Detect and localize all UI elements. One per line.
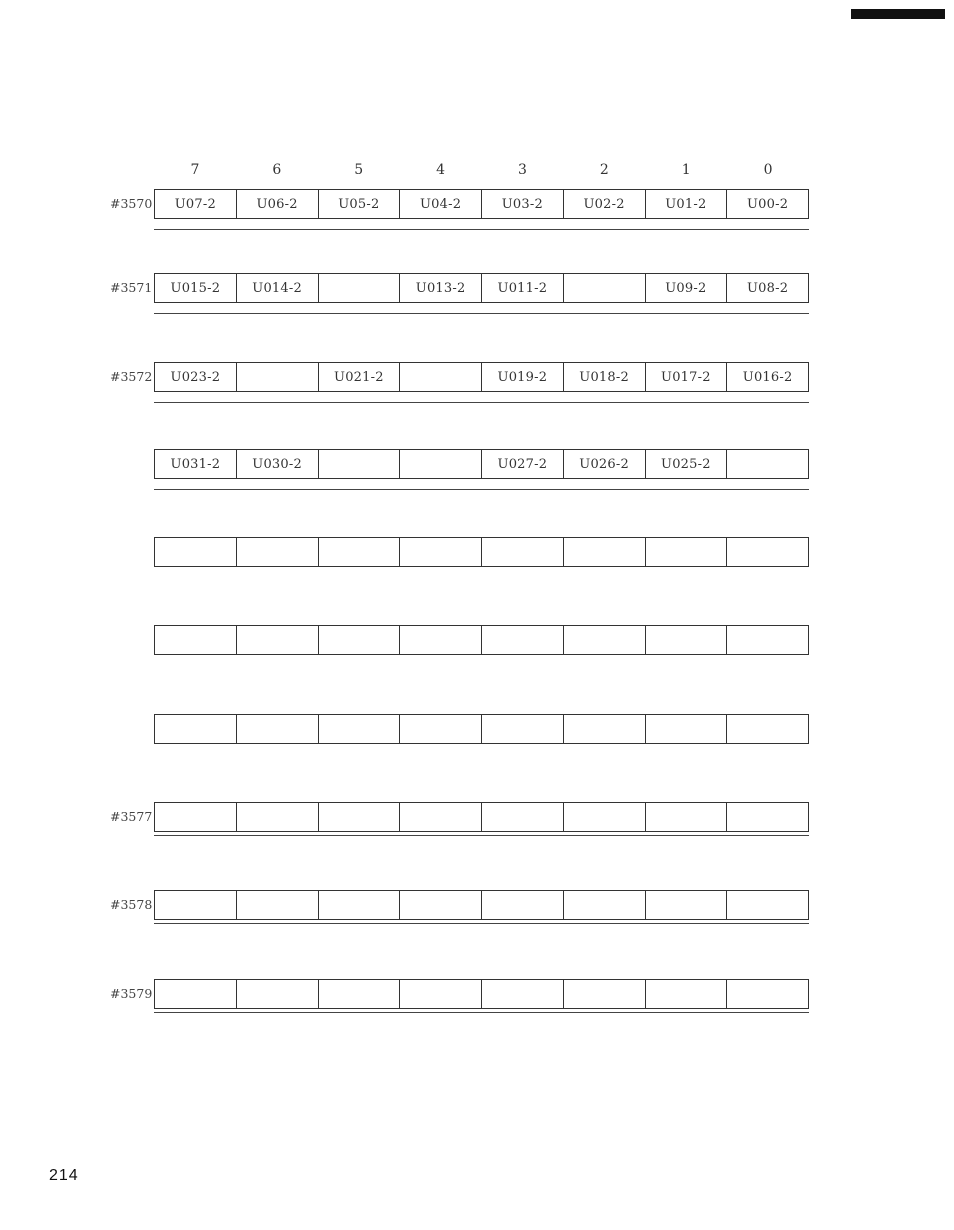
bit-cells — [154, 537, 809, 567]
bit-cell: U019-2 — [482, 363, 564, 391]
bit-cell — [482, 715, 564, 743]
bit-cell — [237, 715, 319, 743]
row-divider — [154, 229, 809, 230]
bit-cell: U015-2 — [155, 274, 237, 302]
bit-cell: U07-2 — [155, 190, 237, 218]
bit-cell: U03-2 — [482, 190, 564, 218]
bit-cell: U017-2 — [646, 363, 728, 391]
bit-cell — [564, 274, 646, 302]
bit-cell: U04-2 — [400, 190, 482, 218]
bit-cell: U06-2 — [237, 190, 319, 218]
row-divider — [154, 402, 809, 403]
bit-cells — [154, 714, 809, 744]
bit-cell — [727, 980, 808, 1008]
parameter-number: #3579 — [110, 986, 153, 1001]
bit-cell — [564, 715, 646, 743]
bit-cell — [564, 803, 646, 831]
bit-cell — [400, 450, 482, 478]
bit-cell: U05-2 — [319, 190, 401, 218]
bit-cell — [319, 274, 401, 302]
bit-cell: U00-2 — [747, 196, 789, 212]
bit-cell — [400, 538, 482, 566]
bit-number: 7 — [190, 162, 200, 178]
bit-cell — [237, 363, 319, 391]
bit-cell — [646, 626, 728, 654]
bit-number: 5 — [354, 162, 364, 178]
bit-cell — [319, 626, 401, 654]
bit-cell: U08-2 — [747, 280, 789, 296]
bit-cell — [319, 803, 401, 831]
page-corner-bar — [851, 9, 945, 19]
bit-cell — [319, 538, 401, 566]
bit-cells — [154, 890, 809, 920]
bit-cell — [482, 891, 564, 919]
bit-cell: U025-2 — [646, 450, 728, 478]
bit-cell — [727, 803, 808, 831]
bit-cell — [319, 980, 401, 1008]
parameter-number: #3578 — [110, 897, 153, 912]
bit-cell — [319, 891, 401, 919]
page-number: 214 — [49, 1167, 79, 1184]
bit-cell — [727, 538, 808, 566]
bit-cell — [646, 980, 728, 1008]
row-divider — [154, 313, 809, 314]
bit-cell: U09-2 — [646, 274, 728, 302]
bit-cell — [564, 538, 646, 566]
bit-cell: U013-2 — [400, 274, 482, 302]
bit-number: 2 — [599, 162, 609, 178]
bit-cell: U031-2 — [155, 450, 237, 478]
bit-cell — [727, 891, 808, 919]
bit-number: 6 — [272, 162, 282, 178]
row-divider — [154, 923, 809, 924]
bit-cell — [727, 715, 808, 743]
bit-cells — [154, 449, 809, 479]
row-divider — [154, 1012, 809, 1013]
bit-cell: U01-2 — [646, 190, 728, 218]
bit-cell — [319, 450, 401, 478]
bit-cell: U023-2 — [155, 363, 237, 391]
bit-cell — [237, 803, 319, 831]
bit-cell — [727, 626, 808, 654]
bit-cell — [400, 715, 482, 743]
bit-cell — [400, 980, 482, 1008]
bit-cell — [482, 980, 564, 1008]
bit-cell — [237, 980, 319, 1008]
bit-cell — [482, 538, 564, 566]
bit-cell — [155, 891, 237, 919]
bit-cell: U016-2 — [742, 369, 793, 385]
bit-cells — [154, 273, 809, 303]
row-divider — [154, 489, 809, 490]
bit-number-header — [154, 162, 809, 184]
row-divider — [154, 835, 809, 836]
bit-cell — [564, 626, 646, 654]
bit-number: 4 — [436, 162, 446, 178]
bit-cell — [237, 626, 319, 654]
bit-cell — [482, 803, 564, 831]
bit-cell — [237, 538, 319, 566]
parameter-number: #3577 — [110, 809, 153, 824]
bit-number: 3 — [517, 162, 527, 178]
bit-cell — [727, 450, 808, 478]
bit-cell — [400, 363, 482, 391]
bit-cell — [564, 980, 646, 1008]
bit-cells — [154, 625, 809, 655]
bit-cell — [155, 626, 237, 654]
bit-cell — [482, 626, 564, 654]
bit-cells — [154, 802, 809, 832]
bit-cell: U014-2 — [237, 274, 319, 302]
parameter-number: #3572 — [110, 369, 153, 384]
bit-cell: U027-2 — [482, 450, 564, 478]
bit-cell — [155, 980, 237, 1008]
bit-cell — [400, 626, 482, 654]
bit-cell: U011-2 — [482, 274, 564, 302]
bit-number: 0 — [763, 162, 773, 178]
bit-cell — [646, 538, 728, 566]
bit-cell — [155, 538, 237, 566]
bit-cell — [564, 891, 646, 919]
bit-cell: U021-2 — [319, 363, 401, 391]
bit-cell: U026-2 — [564, 450, 646, 478]
bit-number: 1 — [681, 162, 691, 178]
bit-cells — [154, 189, 809, 219]
bit-cell — [646, 803, 728, 831]
bit-cell — [155, 803, 237, 831]
bit-cell — [646, 891, 728, 919]
bit-cell — [319, 715, 401, 743]
bit-cell — [237, 891, 319, 919]
bit-cells — [154, 979, 809, 1009]
parameter-number: #3571 — [110, 280, 153, 295]
bit-cell — [155, 715, 237, 743]
bit-cells — [154, 362, 809, 392]
parameter-number: #3570 — [110, 196, 153, 211]
bit-cell: U030-2 — [237, 450, 319, 478]
bit-cell — [646, 715, 728, 743]
bit-cell: U02-2 — [564, 190, 646, 218]
bit-cell — [400, 891, 482, 919]
bit-cell — [400, 803, 482, 831]
bit-cell: U018-2 — [564, 363, 646, 391]
